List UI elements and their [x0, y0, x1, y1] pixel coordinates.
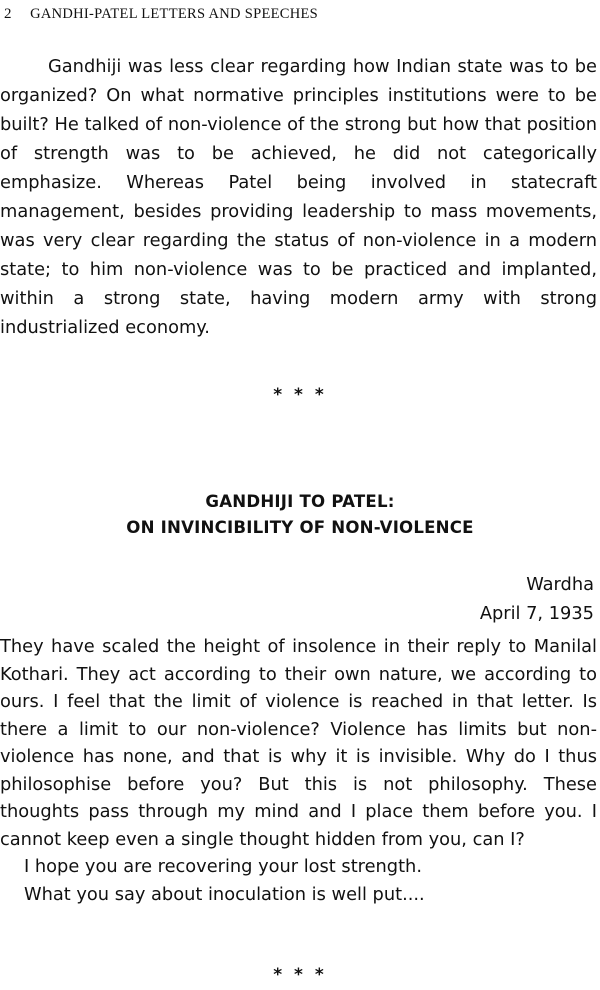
section-separator: * * *: [273, 965, 327, 985]
section-heading-line-2: ON INVINCIBILITY OF NON-VIOLENCE: [126, 518, 474, 537]
letter-place: Wardha: [526, 574, 594, 595]
letter-body: [0, 633, 597, 908]
intro-paragraph: Gandhiji was less clear regarding how Indian state was to be organized? On what normative principles institutions were to be built? He talked of non-violence of the strong but how that position of strength was to be achieved, he did not categorically emphasize. Whereas Patel being involved in statecraft management, besides providing leadership to mass movements, was very clear regarding the status of non-violence in a modern state; to him non-violence was to be practiced and implanted, within a strong state, having modern army with strong industrialized economy.: [0, 56, 597, 338]
section-heading-line-1: GANDHIJI TO PATEL:: [205, 492, 395, 511]
running-head: [4, 6, 318, 23]
letter-paragraph: They have scaled the height of insolence in their reply to Manilal Kothari. They act according to their own nature, we according to ours. I feel that the limit of violence is reached in that letter. Is there a limit to our non-violence? Violence has limits but non-violence has none, and that is why it is invisible. Why do I thus philosophise before you? But this is not philosophy. These thoughts pass through my mind and I place them before you. I cannot keep even a single thought hidden from you, can I?: [0, 636, 597, 850]
section-separator: * * *: [273, 385, 327, 405]
letter-paragraph: What you say about inoculation is well put....: [24, 883, 425, 905]
page-number: 2: [4, 6, 12, 22]
running-head-title: GANDHI-PATEL LETTERS AND SPEECHES: [30, 6, 319, 22]
letter-paragraph: I hope you are recovering your lost strength.: [24, 856, 422, 877]
letter-date: April 7, 1935: [479, 603, 594, 624]
